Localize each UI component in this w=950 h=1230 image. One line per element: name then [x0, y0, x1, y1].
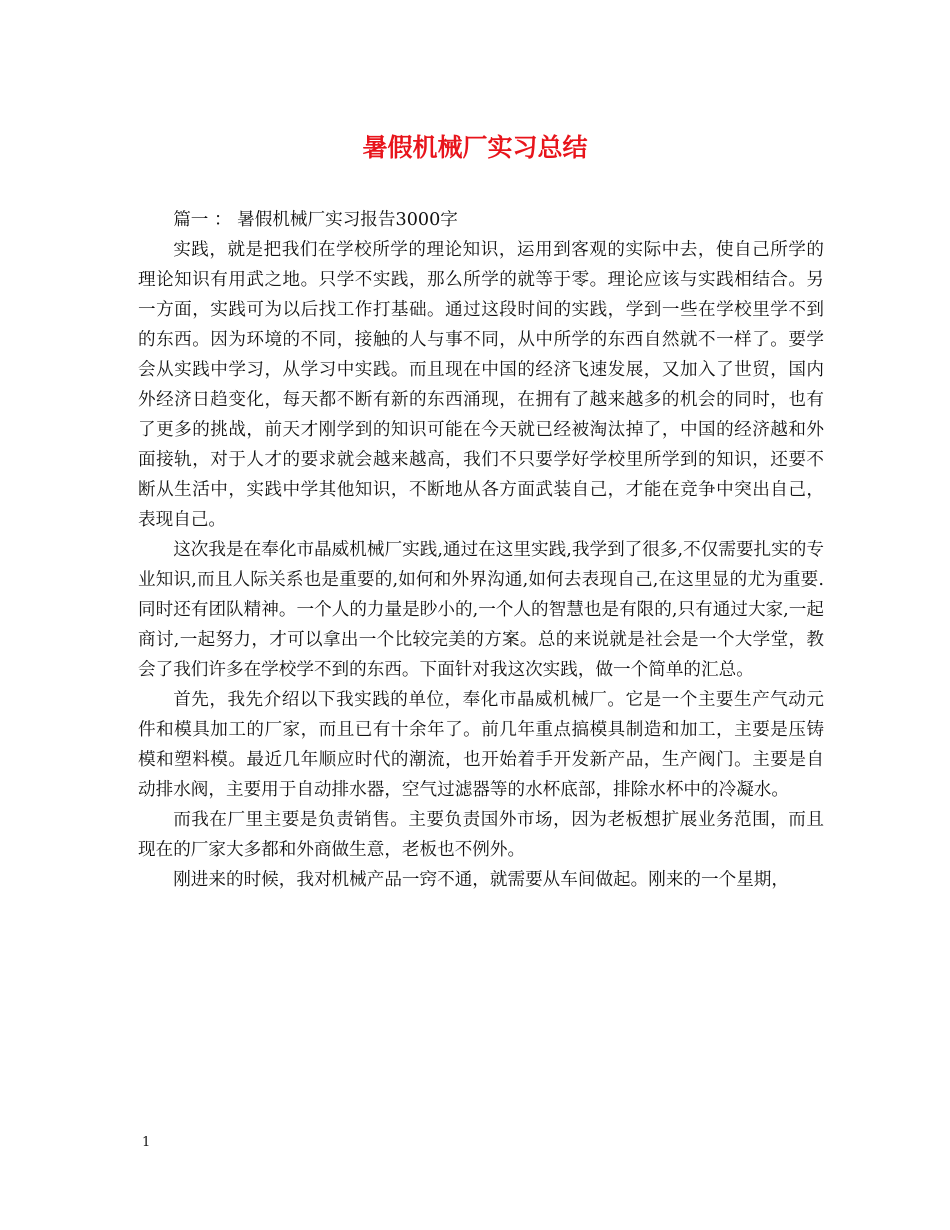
document-body	[138, 205, 824, 895]
paragraph-4: 而我在厂里主要是负责销售。主要负责国外市场，因为老板想扩展业务范围，而且现在的厂家大多都和外商做生意，老板也不例外。	[138, 810, 824, 860]
paragraph-1: 实践，就是把我们在学校所学的理论知识，运用到客观的实际中去，使自己所学的理论知识有用武之地。只学不实践，那么所学的就等于零。理论应该与实践相结合。另一方面，实践可为以后找工作打基础。通过这段时间的实践，学到一些在学校里学不到的东西。因为环境的不同，接触的人与事不同，从中所学的东西自然就不一样了。要学会从实践中学习，从学习中实践。而且现在中国的经济飞速发展，又加入了世贸，国内外经济日趋变化，每天都不断有新的东西涌现，在拥有了越来越多的机会的同时，也有了更多的挑战，前天才刚学到的知识可能在今天就已经被淘汰掉了，中国的经济越和外面接轨，对于人才的要求就会越来越高，我们不只要学好学校里所学到的知识，还要不断从生活中，实践中学其他知识，不断地从各方面武装自己，才能在竞争中突出自己，表现自己。	[138, 240, 824, 530]
paragraph-2: 这次我是在奉化市晶威机械厂实践,通过在这里实践,我学到了很多,不仅需要扎实的专业知识,而且人际关系也是重要的,如何和外界沟通,如何去表现自己,在这里显的尤为重要.同时还有团队精神。一个人的力量是眇小的,一个人的智慧也是有限的,只有通过大家,一起商讨,一起努力，才可以拿出一个比较完美的方案。总的来说就是社会是一个大学堂，教会了我们许多在学校学不到的东西。下面针对我这次实践，做一个简单的汇总。	[138, 540, 824, 680]
paragraph-3: 首先，我先介绍以下我实践的单位，奉化市晶威机械厂。它是一个主要生产气动元件和模具加工的厂家，而且已有十余年了。前几年重点搞模具制造和加工，主要是压铸模和塑料模。最近几年顺应时代的潮流，也开始着手开发新产品，生产阀门。主要是自动排水阀，主要用于自动排水器，空气过滤器等的水杯底部，排除水杯中的冷凝水。	[138, 690, 824, 800]
page-number: 1	[142, 1135, 151, 1150]
document-title: 暑假机械厂实习总结	[362, 133, 588, 162]
section-heading: 篇一 ： 暑假机械厂实习报告3000字	[173, 210, 458, 230]
paragraph-5: 刚进来的时候，我对机械产品一窍不通，就需要从车间做起。刚来的一个星期，	[173, 870, 789, 890]
